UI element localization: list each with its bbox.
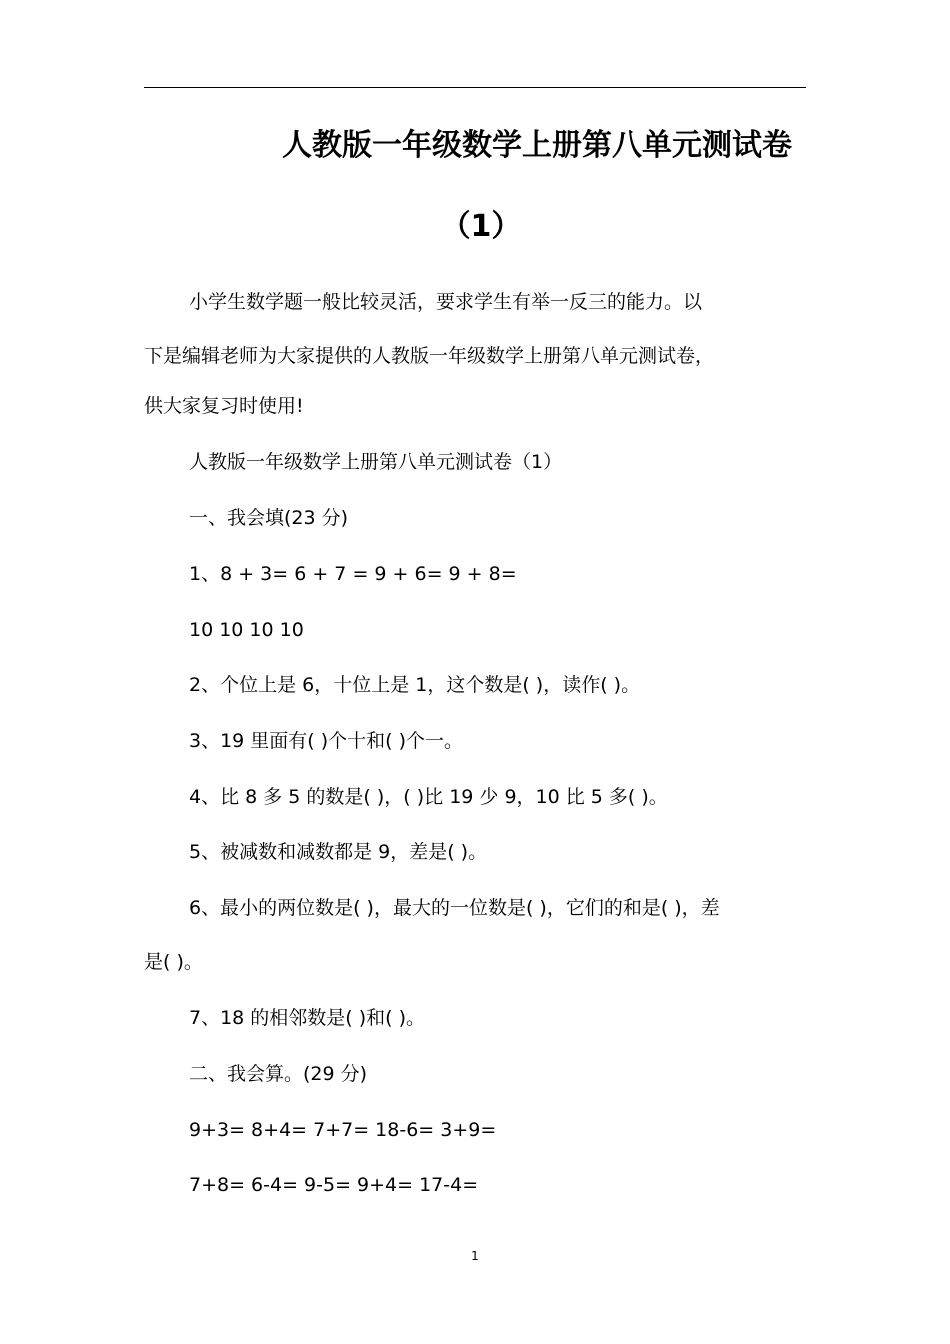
calculation-row-2: 7+8= 6-4= 9-5= 9+4= 17-4= [189, 1174, 479, 1196]
question-1-answers: 10 10 10 10 [189, 619, 304, 641]
subtitle: 人教版一年级数学上册第八单元测试卷（1） [189, 451, 563, 473]
question-3: 3、19 里面有( )个十和( )个一。 [189, 730, 464, 752]
intro-line-1: 小学生数学题一般比较灵活，要求学生有举一反三的能力。以 [189, 291, 703, 313]
section-heading-fill: 一、我会填(23 分) [189, 507, 349, 529]
question-5: 5、被减数和减数都是 9，差是( )。 [189, 841, 488, 863]
question-7: 7、18 的相邻数是( )和( )。 [189, 1007, 426, 1029]
question-4: 4、比 8 多 5 的数是( )，( )比 19 少 9，10 比 5 多( )。 [189, 786, 668, 808]
question-6-line-2: 是( )。 [144, 951, 203, 973]
document-title: 人教版一年级数学上册第八单元测试卷 [282, 128, 792, 163]
document-title-number: （1） [440, 209, 522, 244]
header-rule [144, 87, 806, 88]
intro-line-2: 下是编辑老师为大家提供的人教版一年级数学上册第八单元测试卷， [144, 345, 715, 367]
question-6-line-1: 6、最小的两位数是( )，最大的一位数是( )，它们的和是( )，差 [189, 897, 720, 919]
section-heading-calculate: 二、我会算。(29 分) [189, 1063, 368, 1085]
calculation-row-1: 9+3= 8+4= 7+7= 18-6= 3+9= [189, 1119, 497, 1141]
page-number: 1 [471, 1249, 479, 1263]
intro-line-3: 供大家复习时使用! [144, 395, 304, 417]
question-2: 2、个位上是 6，十位上是 1，这个数是( )，读作( )。 [189, 674, 641, 696]
question-1: 1、8 + 3= 6 + 7 = 9 + 6= 9 + 8= [189, 563, 517, 585]
